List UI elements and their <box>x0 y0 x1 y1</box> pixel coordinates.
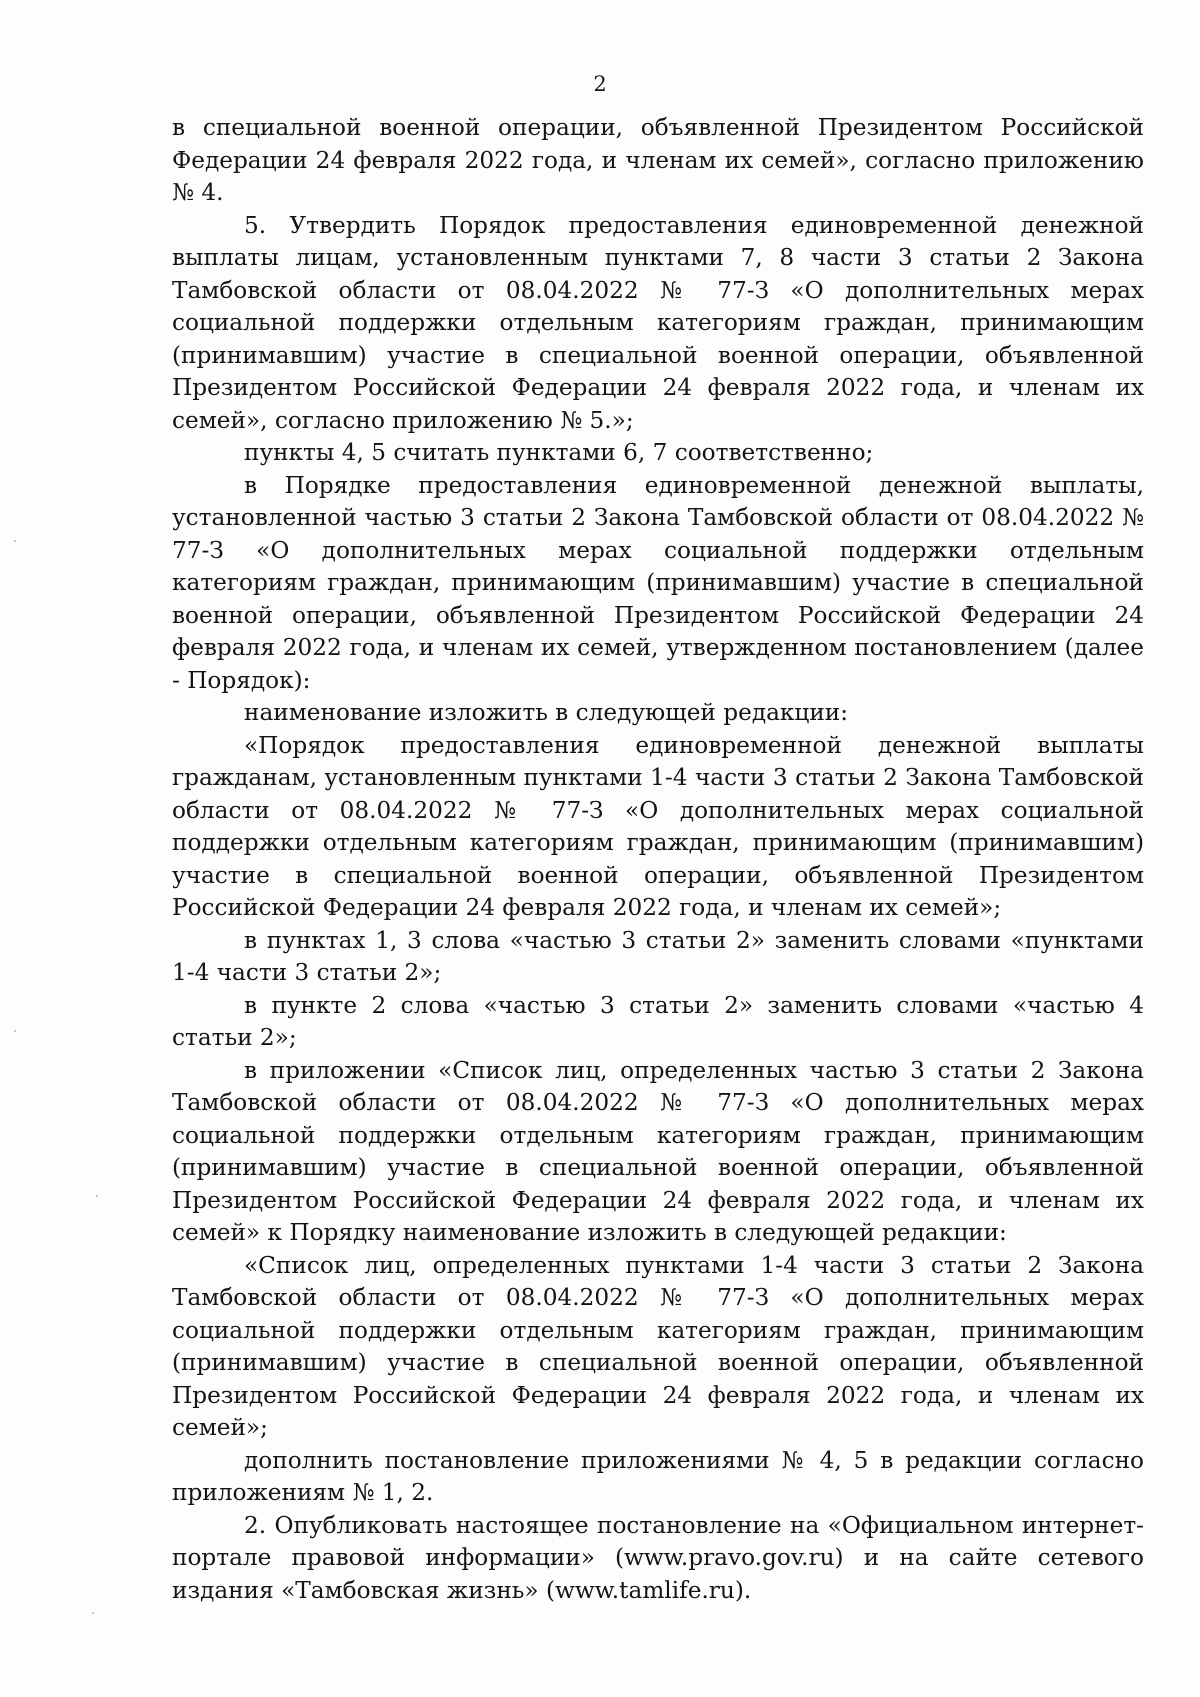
paragraph-item-5: 5. Утвердить Порядок предоставления единовременной денежной выплаты лицам, установленным пунктами 7, 8 части 3 статьи 2 Закона Тамбовской области от 08.04.2022 № 77-З «О дополнительных мерах социальной поддержки отдельным категориям граждан, принимающим (принимавшим) участие в специальной военной операции, объявленной Президентом Российской Федерации 24 февраля 2022 года, и членам их семей», согласно приложению № 5.»; <box>172 211 1144 434</box>
paragraph-points-1-3: в пунктах 1, 3 слова «частью 3 статьи 2» заменить словами «пунктами 1-4 части 3 статьи 2»; <box>172 926 1144 986</box>
paragraph-publish: 2. Опубликовать настоящее постановление на «Официальном интернет-портале правовой информации» (www.pravo.gov.ru) и на сайте сетевого издания «Тамбовская жизнь» (www.tamlife.ru). <box>172 1511 1144 1604</box>
paragraph-renumber: пункты 4, 5 считать пунктами 6, 7 соответственно; <box>244 439 874 466</box>
paragraph-supplement: дополнить постановление приложениями № 4, 5 в редакции согласно приложениям № 1, 2. <box>172 1446 1144 1506</box>
document-body <box>172 112 1144 1607</box>
paragraph-list-title: «Список лиц, определенных пунктами 1-4 части 3 статьи 2 Закона Тамбовской области от 08.04.2022 № 77-З «О дополнительных мерах социальной поддержки отдельным категориям граждан, принимающим (принимавшим) участие в специальной военной операции, объявленной Президентом Российской Федерации 24 февраля 2022 года, и членам их семей»; <box>172 1251 1144 1441</box>
page-number: 2 <box>593 72 607 96</box>
paragraph-new-title: «Порядок предоставления единовременной денежной выплаты гражданам, установленным пунктами 1-4 части 3 статьи 2 Закона Тамбовской области от 08.04.2022 № 77-З «О дополнительных мерах социальной поддержки отдельным категориям граждан, принимающим (принимавшим) участие в специальной военной операции, объявленной Президентом Российской Федерации 24 февраля 2022 года, и членам их семей»; <box>172 731 1144 921</box>
scan-speck <box>14 540 16 542</box>
paragraph-appendix-change: в приложении «Список лиц, определенных частью 3 статьи 2 Закона Тамбовской области от 08.04.2022 № 77-З «О дополнительных мерах социальной поддержки отдельным категориям граждан, принимающим (принимавшим) участие в специальной военной операции, объявленной Президентом Российской Федерации 24 февраля 2022 года, и членам их семей» к Порядку наименование изложить в следующей редакции: <box>172 1056 1144 1246</box>
scan-speck <box>14 1030 16 1032</box>
paragraph-order-amendment: в Порядке предоставления единовременной денежной выплаты, установленной частью 3 статьи 2 Закона Тамбовской области от 08.04.2022 № 77-З «О дополнительных мерах социальной поддержки отдельным категориям граждан, принимающим (принимавшим) участие в специальной военной операции, объявленной Президентом Российской Федерации 24 февраля 2022 года, и членам их семей, утвержденном постановлением (далее - Порядок): <box>172 471 1144 694</box>
scan-speck <box>92 1612 94 1614</box>
paragraph-title-change: наименование изложить в следующей редакции: <box>244 699 849 726</box>
paragraph-point-2: в пункте 2 слова «частью 3 статьи 2» заменить словами «частью 4 статьи 2»; <box>172 991 1144 1051</box>
paragraph-continuation: в специальной военной операции, объявленной Президентом Российской Федерации 24 февраля 2022 года, и членам их семей», согласно приложению № 4. <box>172 114 1144 206</box>
scan-speck <box>96 1195 98 1197</box>
